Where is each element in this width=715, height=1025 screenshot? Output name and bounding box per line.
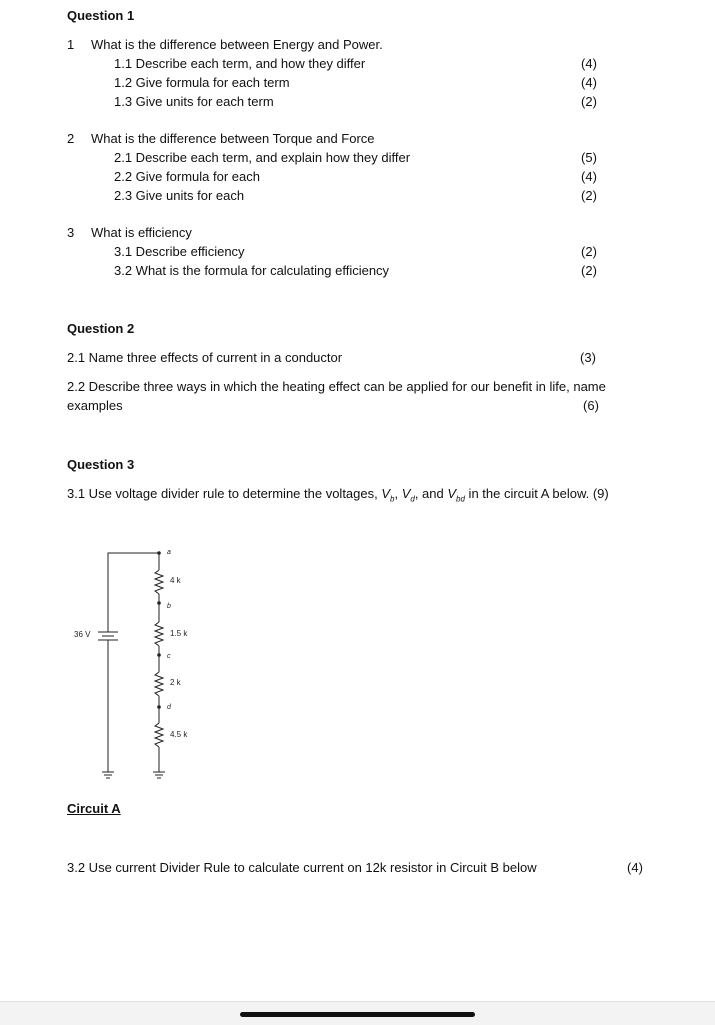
resistor-1-5k-label: 1.5 k [170, 629, 188, 638]
circuit-a-diagram [60, 540, 220, 790]
resistor-2k-label: 2 k [170, 678, 181, 687]
q2-1-text: 2.1 Name three effects of current in a conductor [67, 350, 343, 365]
home-indicator-bar[interactable] [240, 1012, 475, 1017]
q1-item-3-text: What is efficiency [91, 225, 192, 240]
node-c-label: c [167, 653, 171, 660]
q2-1-marks: (3) [580, 350, 596, 365]
q1-1-3-text: 1.3 Give units for each term [114, 94, 274, 109]
q1-3-1-text: 3.1 Describe efficiency [114, 244, 245, 259]
resistor-4k-label: 4 k [170, 576, 181, 585]
node-a-label: a [167, 549, 171, 556]
q1-2-2-marks: (4) [581, 169, 597, 184]
q1-2-2-text: 2.2 Give formula for each [114, 169, 260, 184]
q3-2-marks: (4) [627, 860, 643, 875]
q2-2-marks: (6) [583, 398, 599, 413]
q3-1-text: 3.1 Use voltage divider rule to determine the voltages, $V_b$, $V_d$, and $V_{bd}$ in the circuit A below. (9) [67, 486, 609, 504]
resistor-4-5k [155, 723, 163, 747]
node-d-label: d [167, 704, 171, 711]
node-b-dot [157, 601, 161, 605]
resistor-2k [155, 672, 163, 696]
q1-2-1-marks: (5) [581, 150, 597, 165]
question-1-title: Question 1 [67, 8, 135, 23]
q1-item-1-number: 1 [67, 37, 75, 52]
q2-2-text-line1: 2.2 Describe three ways in which the heating effect can be applied for our benefit in life, name [67, 379, 606, 394]
q1-2-3-text: 2.3 Give units for each [114, 188, 245, 203]
source-label: 36 V [74, 630, 91, 639]
question-3-title: Question 3 [67, 457, 135, 472]
resistor-4-5k-label: 4.5 k [170, 730, 188, 739]
right-ground-symbol [153, 772, 165, 778]
node-b-label: b [167, 603, 171, 610]
question-2-title: Question 2 [67, 321, 135, 336]
q2-2-text-line2: examples [67, 398, 123, 413]
q1-1-1-text: 1.1 Describe each term, and how they differ [114, 56, 366, 71]
q1-3-2-text: 3.2 What is the formula for calculating efficiency [114, 263, 390, 278]
q1-2-1-text: 2.1 Describe each term, and explain how they differ [114, 150, 411, 165]
q1-3-2-marks: (2) [581, 263, 597, 278]
q1-item-2-text: What is the difference between Torque and Force [91, 131, 375, 146]
q1-1-3-marks: (2) [581, 94, 597, 109]
left-ground-symbol [102, 772, 114, 778]
node-c-dot [157, 653, 161, 657]
q1-item-1-text: What is the difference between Energy and Power. [91, 37, 383, 52]
q3-2-text: 3.2 Use current Divider Rule to calculate current on 12k resistor in Circuit B below [67, 860, 537, 875]
top-wire [108, 553, 159, 632]
q1-item-3-number: 3 [67, 225, 75, 240]
resistor-1-5k [155, 622, 163, 646]
node-d-dot [157, 705, 161, 709]
q1-1-2-marks: (4) [581, 75, 597, 90]
battery-symbol [98, 632, 118, 640]
q1-2-3-marks: (2) [581, 188, 597, 203]
node-a-dot [157, 551, 161, 555]
q1-1-2-text: 1.2 Give formula for each term [114, 75, 290, 90]
circuit-a-caption: Circuit A [67, 801, 121, 816]
resistor-4k [155, 570, 163, 594]
q1-3-1-marks: (2) [581, 244, 597, 259]
q1-item-2-number: 2 [67, 131, 75, 146]
q1-1-1-marks: (4) [581, 56, 597, 71]
